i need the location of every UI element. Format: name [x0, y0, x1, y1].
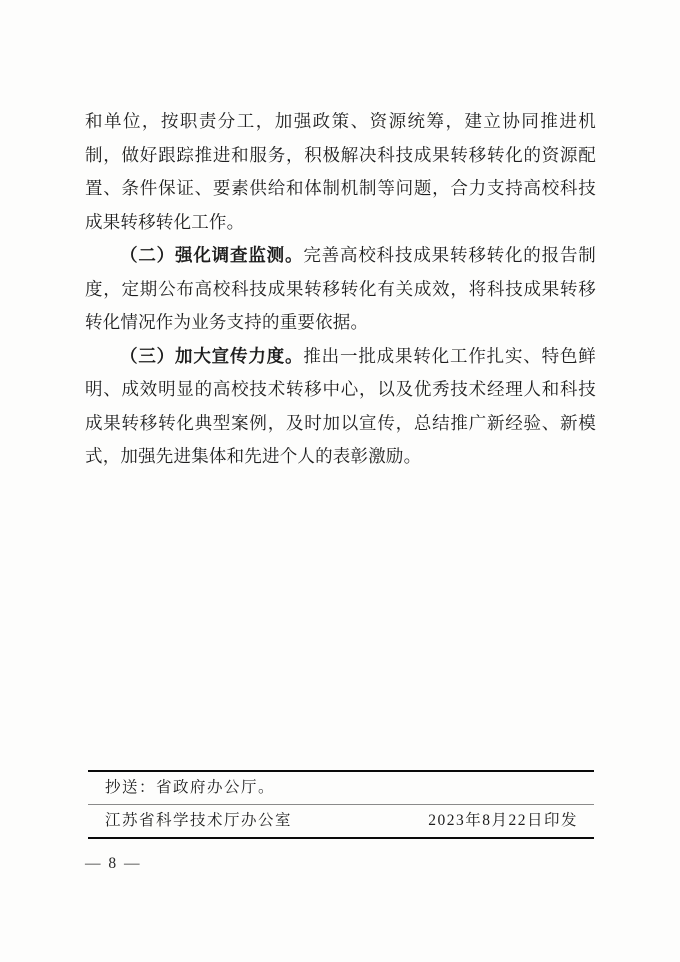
print-date: 2023年8月22日印发 [428, 812, 578, 829]
page-number: — 8 — [85, 855, 142, 872]
document-footer [88, 770, 594, 839]
body-paragraph [85, 340, 596, 474]
paragraph-lead: （二）强化调查监测。 [120, 245, 304, 265]
paragraph-text: 完善高校科技成果转移转化的报告制度，定期公布高校科技成果转移转化有关成效，将科技成果转移转化情况作为业务支持的重要依据。 [85, 245, 597, 332]
body-paragraph [85, 105, 596, 239]
footer-rule-bottom [88, 837, 594, 839]
issuing-office: 江苏省科学技术厅办公室 [105, 812, 293, 829]
paragraph-lead: （三）加大宣传力度。 [120, 345, 304, 366]
cc-line: 抄送：省政府办公厅。 [105, 779, 276, 796]
paragraph-text: 和单位，按职责分工，加强政策、资源统筹，建立协同推进机制，做好跟踪推进和服务，积极解决科技成果转移转化的资源配置、条件保证、要素供给和体制机制等问题，合力支持高校科技成果转移转化工作。 [85, 111, 596, 232]
body-paragraph [85, 239, 596, 340]
paragraph-text: 推出一批成果转化工作扎实、特色鲜明、成效明显的高校技术转移中心，以及优秀技术经理人和科技成果转移转化典型案例，及时加以宣传，总结推广新经验、新模式，加强先进集体和先进个人的表彰激励。 [85, 345, 597, 466]
issuer-row [88, 805, 594, 837]
document-body [85, 105, 596, 474]
